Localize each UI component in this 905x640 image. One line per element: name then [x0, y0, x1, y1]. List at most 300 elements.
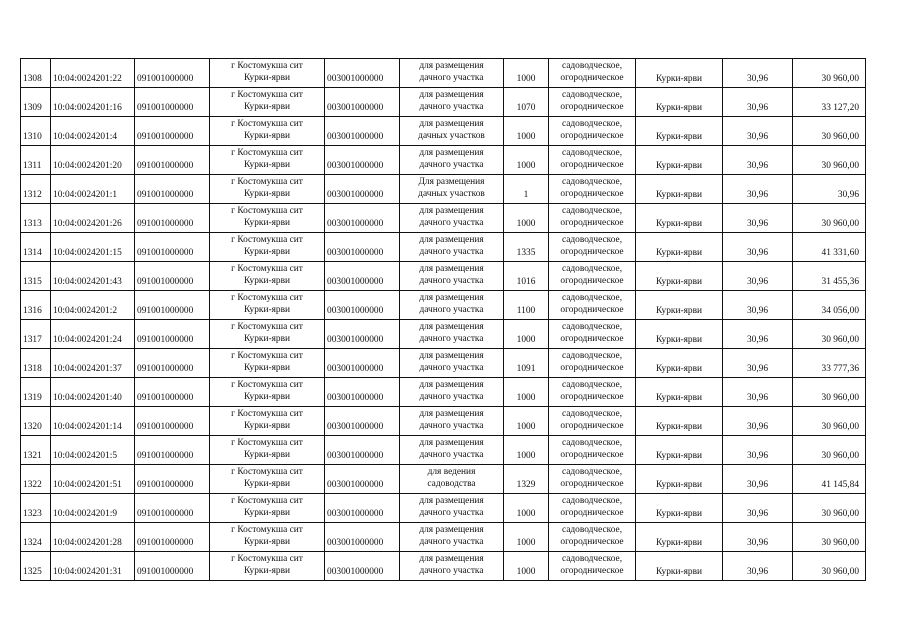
address-cell-line: г Костомукша сит [231, 90, 303, 101]
permitted-use-cell-line: для размещения [419, 119, 484, 130]
row-number: 1322 [21, 465, 51, 494]
permitted-use-cell [400, 349, 504, 378]
unit-price: 30,96 [723, 349, 793, 378]
category-cell [549, 552, 636, 581]
permitted-use-cell-line: для размещения [419, 322, 484, 333]
permitted-use-cell [400, 523, 504, 552]
address-cell-line: Курки-ярви [243, 73, 291, 83]
okato-code: 091001000000 [135, 494, 210, 523]
cadastral-number: 10:04:0024201:24 [51, 320, 135, 349]
okato-code: 091001000000 [135, 349, 210, 378]
table-row [21, 233, 866, 262]
oktmo-code: 003001000000 [325, 552, 400, 581]
table-row [21, 204, 866, 233]
area-value: 1091 [504, 349, 549, 378]
oktmo-code: 003001000000 [325, 320, 400, 349]
address-cell [210, 262, 325, 291]
category-cell-line: садоводческое, [561, 438, 623, 449]
cadastral-number: 10:04:0024201:51 [51, 465, 135, 494]
area-value: 1 [504, 175, 549, 204]
category-cell-line: огородническое [560, 189, 624, 199]
permitted-use-cell-line: для размещения [419, 525, 484, 536]
cadastral-value: 41 145,84 [793, 465, 866, 494]
permitted-use-cell-line: для размещения [419, 264, 484, 275]
permitted-use-cell [400, 494, 504, 523]
unit-price: 30,96 [723, 436, 793, 465]
cadastral-number: 10:04:0024201:5 [51, 436, 135, 465]
category-cell-line: огородническое [560, 537, 624, 547]
oktmo-code: 003001000000 [325, 436, 400, 465]
location-name: Курки-ярви [636, 552, 723, 581]
location-name: Курки-ярви [636, 117, 723, 146]
oktmo-code: 003001000000 [325, 407, 400, 436]
category-cell-line: огородническое [560, 334, 624, 344]
category-cell [549, 523, 636, 552]
permitted-use-cell-line: дачного участка [419, 160, 484, 170]
location-name: Курки-ярви [636, 465, 723, 494]
table-row [21, 291, 866, 320]
permitted-use-cell [400, 204, 504, 233]
location-name: Курки-ярви [636, 523, 723, 552]
permitted-use-cell [400, 262, 504, 291]
category-cell-line: огородническое [560, 508, 624, 518]
permitted-use-cell-line: дачного участка [419, 73, 484, 83]
permitted-use-cell-line: для размещения [419, 380, 484, 391]
area-value: 1000 [504, 523, 549, 552]
table-row [21, 494, 866, 523]
oktmo-code: 003001000000 [325, 494, 400, 523]
category-cell-line: садоводческое, [561, 119, 623, 130]
address-cell [210, 117, 325, 146]
oktmo-code: 003001000000 [325, 233, 400, 262]
cadastral-value: 30 960,00 [793, 378, 866, 407]
oktmo-code: 003001000000 [325, 59, 400, 88]
unit-price: 30,96 [723, 233, 793, 262]
oktmo-code: 003001000000 [325, 117, 400, 146]
location-name: Курки-ярви [636, 378, 723, 407]
permitted-use-cell-line: для размещения [419, 293, 484, 304]
row-number: 1320 [21, 407, 51, 436]
table-row [21, 117, 866, 146]
category-cell-line: садоводческое, [561, 264, 623, 275]
cadastral-value: 41 331,60 [793, 233, 866, 262]
area-value: 1000 [504, 407, 549, 436]
unit-price: 30,96 [723, 88, 793, 117]
row-number: 1321 [21, 436, 51, 465]
category-cell [549, 378, 636, 407]
address-cell-line: г Костомукша сит [231, 409, 303, 420]
row-number: 1324 [21, 523, 51, 552]
oktmo-code: 003001000000 [325, 262, 400, 291]
category-cell-line: садоводческое, [561, 177, 623, 188]
category-cell-line: садоводческое, [561, 61, 623, 72]
cadastral-number: 10:04:0024201:20 [51, 146, 135, 175]
address-cell-line: Курки-ярви [243, 508, 291, 518]
address-cell [210, 436, 325, 465]
okato-code: 091001000000 [135, 233, 210, 262]
address-cell-line: Курки-ярви [243, 479, 291, 489]
unit-price: 30,96 [723, 407, 793, 436]
category-cell-line: огородническое [560, 479, 624, 489]
cadastral-number: 10:04:0024201:26 [51, 204, 135, 233]
area-value: 1000 [504, 494, 549, 523]
permitted-use-cell [400, 59, 504, 88]
unit-price: 30,96 [723, 291, 793, 320]
address-cell-line: г Костомукша сит [231, 438, 303, 449]
row-number: 1319 [21, 378, 51, 407]
category-cell-line: садоводческое, [561, 322, 623, 333]
area-value: 1000 [504, 436, 549, 465]
unit-price: 30,96 [723, 262, 793, 291]
address-cell-line: г Костомукша сит [231, 351, 303, 362]
permitted-use-cell [400, 552, 504, 581]
category-cell-line: огородническое [560, 131, 624, 141]
category-cell [549, 233, 636, 262]
oktmo-code: 003001000000 [325, 378, 400, 407]
address-cell-line: г Костомукша сит [231, 148, 303, 159]
table-row [21, 320, 866, 349]
row-number: 1314 [21, 233, 51, 262]
address-cell-line: г Костомукша сит [231, 61, 303, 72]
permitted-use-cell-line: для размещения [419, 409, 484, 420]
category-cell-line: огородническое [560, 218, 624, 228]
category-cell [549, 436, 636, 465]
cadastral-value: 30 960,00 [793, 523, 866, 552]
table-row [21, 523, 866, 552]
row-number: 1309 [21, 88, 51, 117]
category-cell [549, 262, 636, 291]
address-cell-line: Курки-ярви [243, 450, 291, 460]
category-cell-line: огородническое [560, 102, 624, 112]
address-cell [210, 88, 325, 117]
cadastral-value: 33 127,20 [793, 88, 866, 117]
location-name: Курки-ярви [636, 175, 723, 204]
location-name: Курки-ярви [636, 494, 723, 523]
location-name: Курки-ярви [636, 436, 723, 465]
oktmo-code: 003001000000 [325, 523, 400, 552]
okato-code: 091001000000 [135, 407, 210, 436]
address-cell [210, 494, 325, 523]
category-cell [549, 175, 636, 204]
unit-price: 30,96 [723, 378, 793, 407]
permitted-use-cell-line: дачного участка [419, 305, 484, 315]
permitted-use-cell [400, 117, 504, 146]
permitted-use-cell-line: дачного участка [419, 566, 484, 576]
location-name: Курки-ярви [636, 88, 723, 117]
area-value: 1000 [504, 552, 549, 581]
table-row [21, 552, 866, 581]
address-cell-line: г Костомукша сит [231, 322, 303, 333]
permitted-use-cell-line: дачного участка [419, 421, 484, 431]
permitted-use-cell-line: для размещения [419, 496, 484, 507]
unit-price: 30,96 [723, 494, 793, 523]
address-cell [210, 175, 325, 204]
okato-code: 091001000000 [135, 291, 210, 320]
cadastral-number: 10:04:0024201:22 [51, 59, 135, 88]
category-cell-line: садоводческое, [561, 496, 623, 507]
oktmo-code: 003001000000 [325, 465, 400, 494]
row-number: 1308 [21, 59, 51, 88]
permitted-use-cell-line: дачных участков [418, 131, 485, 141]
address-cell-line: г Костомукша сит [231, 264, 303, 275]
permitted-use-cell-line: для размещения [419, 90, 484, 101]
address-cell-line: г Костомукша сит [231, 235, 303, 246]
okato-code: 091001000000 [135, 117, 210, 146]
permitted-use-cell [400, 436, 504, 465]
cadastral-value: 30 960,00 [793, 494, 866, 523]
permitted-use-cell-line: для размещения [419, 148, 484, 159]
table-row [21, 378, 866, 407]
cadastral-value: 33 777,36 [793, 349, 866, 378]
category-cell [549, 59, 636, 88]
row-number: 1311 [21, 146, 51, 175]
permitted-use-cell-line: для размещения [419, 235, 484, 246]
category-cell-line: огородническое [560, 276, 624, 286]
row-number: 1318 [21, 349, 51, 378]
category-cell [549, 117, 636, 146]
address-cell [210, 378, 325, 407]
cadastral-value: 30 960,00 [793, 552, 866, 581]
permitted-use-cell-line: дачного участка [419, 276, 484, 286]
okato-code: 091001000000 [135, 175, 210, 204]
okato-code: 091001000000 [135, 320, 210, 349]
permitted-use-cell-line: для размещения [419, 554, 484, 565]
address-cell-line: г Костомукша сит [231, 380, 303, 391]
permitted-use-cell-line: дачного участка [419, 450, 484, 460]
location-name: Курки-ярви [636, 233, 723, 262]
unit-price: 30,96 [723, 523, 793, 552]
category-cell-line: огородническое [560, 566, 624, 576]
cadastral-number: 10:04:0024201:37 [51, 349, 135, 378]
table-row [21, 436, 866, 465]
address-cell-line: г Костомукша сит [231, 206, 303, 217]
address-cell [210, 204, 325, 233]
cadastral-value: 30 960,00 [793, 146, 866, 175]
area-value: 1000 [504, 117, 549, 146]
oktmo-code: 003001000000 [325, 204, 400, 233]
permitted-use-cell-line: дачного участка [419, 247, 484, 257]
okato-code: 091001000000 [135, 523, 210, 552]
category-cell [549, 146, 636, 175]
table-row [21, 407, 866, 436]
permitted-use-cell-line: дачного участка [419, 363, 484, 373]
address-cell-line: Курки-ярви [243, 189, 291, 199]
category-cell-line: садоводческое, [561, 293, 623, 304]
address-cell-line: г Костомукша сит [231, 554, 303, 565]
okato-code: 091001000000 [135, 204, 210, 233]
category-cell-line: садоводческое, [561, 90, 623, 101]
okato-code: 091001000000 [135, 262, 210, 291]
cadastral-number: 10:04:0024201:28 [51, 523, 135, 552]
address-cell-line: Курки-ярви [243, 218, 291, 228]
table-row [21, 262, 866, 291]
cadastral-value: 30 960,00 [793, 320, 866, 349]
row-number: 1312 [21, 175, 51, 204]
address-cell-line: Курки-ярви [243, 566, 291, 576]
row-number: 1325 [21, 552, 51, 581]
unit-price: 30,96 [723, 465, 793, 494]
table-row [21, 59, 866, 88]
unit-price: 30,96 [723, 320, 793, 349]
okato-code: 091001000000 [135, 146, 210, 175]
cadastral-number: 10:04:0024201:15 [51, 233, 135, 262]
area-value: 1335 [504, 233, 549, 262]
permitted-use-cell-line: для размещения [419, 438, 484, 449]
row-number: 1316 [21, 291, 51, 320]
category-cell-line: огородническое [560, 73, 624, 83]
category-cell-line: огородническое [560, 363, 624, 373]
category-cell [549, 465, 636, 494]
area-value: 1100 [504, 291, 549, 320]
okato-code: 091001000000 [135, 88, 210, 117]
category-cell [549, 494, 636, 523]
oktmo-code: 003001000000 [325, 175, 400, 204]
category-cell [549, 88, 636, 117]
address-cell-line: Курки-ярви [243, 160, 291, 170]
address-cell-line: Курки-ярви [243, 305, 291, 315]
address-cell-line: Курки-ярви [243, 363, 291, 373]
unit-price: 30,96 [723, 175, 793, 204]
cadastral-number: 10:04:0024201:1 [51, 175, 135, 204]
address-cell-line: Курки-ярви [243, 131, 291, 141]
area-value: 1000 [504, 59, 549, 88]
address-cell [210, 59, 325, 88]
address-cell-line: г Костомукша сит [231, 293, 303, 304]
category-cell-line: огородническое [560, 305, 624, 315]
category-cell [549, 291, 636, 320]
permitted-use-cell [400, 146, 504, 175]
category-cell [549, 204, 636, 233]
cadastral-value: 30 960,00 [793, 436, 866, 465]
location-name: Курки-ярви [636, 349, 723, 378]
category-cell-line: огородническое [560, 450, 624, 460]
permitted-use-cell-line: для размещения [419, 351, 484, 362]
cadastral-value: 30 960,00 [793, 117, 866, 146]
oktmo-code: 003001000000 [325, 349, 400, 378]
address-cell [210, 146, 325, 175]
area-value: 1016 [504, 262, 549, 291]
address-cell [210, 233, 325, 262]
oktmo-code: 003001000000 [325, 88, 400, 117]
address-cell-line: Курки-ярви [243, 276, 291, 286]
permitted-use-cell [400, 291, 504, 320]
row-number: 1317 [21, 320, 51, 349]
category-cell [549, 320, 636, 349]
location-name: Курки-ярви [636, 407, 723, 436]
address-cell [210, 320, 325, 349]
okato-code: 091001000000 [135, 378, 210, 407]
okato-code: 091001000000 [135, 465, 210, 494]
unit-price: 30,96 [723, 204, 793, 233]
permitted-use-cell-line: дачных участков [418, 189, 485, 199]
address-cell [210, 291, 325, 320]
row-number: 1315 [21, 262, 51, 291]
cadastral-number: 10:04:0024201:31 [51, 552, 135, 581]
permitted-use-cell-line: для размещения [419, 206, 484, 217]
permitted-use-cell [400, 378, 504, 407]
row-number: 1323 [21, 494, 51, 523]
category-cell-line: садоводческое, [561, 235, 623, 246]
address-cell-line: Курки-ярви [243, 392, 291, 402]
cadastral-number: 10:04:0024201:43 [51, 262, 135, 291]
address-cell-line: Курки-ярви [243, 334, 291, 344]
address-cell-line: г Костомукша сит [231, 496, 303, 507]
area-value: 1070 [504, 88, 549, 117]
unit-price: 30,96 [723, 552, 793, 581]
row-number: 1313 [21, 204, 51, 233]
area-value: 1000 [504, 320, 549, 349]
area-value: 1000 [504, 204, 549, 233]
permitted-use-cell-line: для ведения [427, 467, 476, 478]
table-row [21, 146, 866, 175]
unit-price: 30,96 [723, 146, 793, 175]
permitted-use-cell-line: дачного участка [419, 392, 484, 402]
cadastral-number: 10:04:0024201:2 [51, 291, 135, 320]
oktmo-code: 003001000000 [325, 291, 400, 320]
category-cell-line: садоводческое, [561, 467, 623, 478]
table-row [21, 465, 866, 494]
address-cell-line: Курки-ярви [243, 421, 291, 431]
address-cell-line: г Костомукша сит [231, 525, 303, 536]
unit-price: 30,96 [723, 59, 793, 88]
cadastral-number: 10:04:0024201:4 [51, 117, 135, 146]
address-cell-line: г Костомукша сит [231, 119, 303, 130]
cadastral-number: 10:04:0024201:16 [51, 88, 135, 117]
permitted-use-cell [400, 465, 504, 494]
cadastral-number: 10:04:0024201:9 [51, 494, 135, 523]
category-cell-line: садоводческое, [561, 351, 623, 362]
permitted-use-cell-line: дачного участка [419, 537, 484, 547]
category-cell-line: садоводческое, [561, 380, 623, 391]
address-cell-line: г Костомукша сит [231, 467, 303, 478]
category-cell [549, 407, 636, 436]
table-body [21, 59, 866, 581]
location-name: Курки-ярви [636, 262, 723, 291]
location-name: Курки-ярви [636, 59, 723, 88]
okato-code: 091001000000 [135, 436, 210, 465]
category-cell-line: огородническое [560, 160, 624, 170]
address-cell-line: Курки-ярви [243, 247, 291, 257]
okato-code: 091001000000 [135, 59, 210, 88]
permitted-use-cell [400, 175, 504, 204]
permitted-use-cell [400, 320, 504, 349]
address-cell [210, 465, 325, 494]
unit-price: 30,96 [723, 117, 793, 146]
address-cell-line: Курки-ярви [243, 537, 291, 547]
address-cell [210, 523, 325, 552]
category-cell-line: садоводческое, [561, 148, 623, 159]
permitted-use-cell-line: дачного участка [419, 334, 484, 344]
permitted-use-cell-line: дачного участка [419, 218, 484, 228]
category-cell-line: садоводческое, [561, 206, 623, 217]
address-cell [210, 407, 325, 436]
permitted-use-cell-line: для размещения [419, 61, 484, 72]
cadastral-value: 30,96 [793, 175, 866, 204]
permitted-use-cell [400, 233, 504, 262]
permitted-use-cell [400, 407, 504, 436]
cadastral-number: 10:04:0024201:14 [51, 407, 135, 436]
address-cell [210, 349, 325, 378]
table-row [21, 88, 866, 117]
permitted-use-cell [400, 88, 504, 117]
address-cell-line: Курки-ярви [243, 102, 291, 112]
cadastral-value: 34 056,00 [793, 291, 866, 320]
address-cell-line: г Костомукша сит [231, 177, 303, 188]
address-cell [210, 552, 325, 581]
area-value: 1329 [504, 465, 549, 494]
cadastral-value: 31 455,36 [793, 262, 866, 291]
permitted-use-cell-line: дачного участка [419, 102, 484, 112]
